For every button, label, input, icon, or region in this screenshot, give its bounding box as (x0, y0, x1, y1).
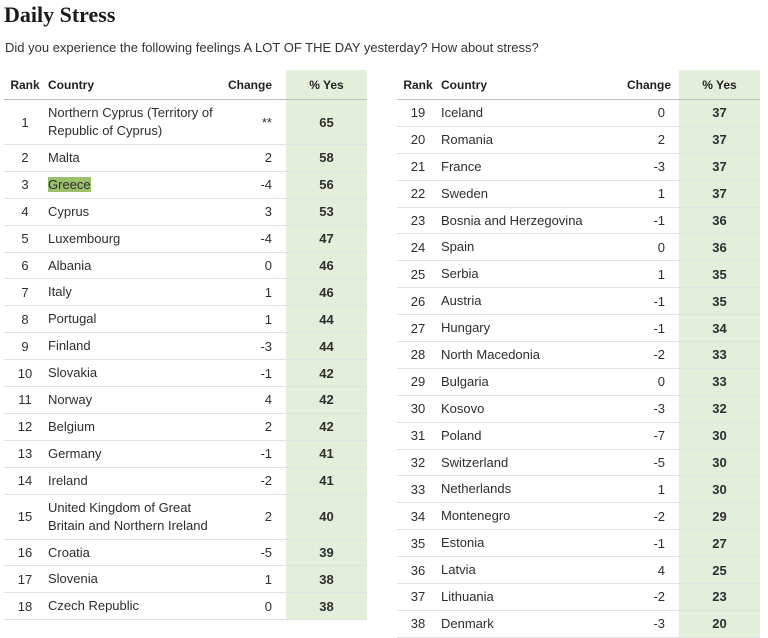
country-cell: Slovenia (46, 566, 226, 593)
country-cell: Sweden (439, 180, 627, 207)
country-cell: Poland (439, 422, 627, 449)
table-row (4, 171, 367, 198)
change-cell: 0 (627, 234, 679, 261)
percent-yes-cell: 33 (679, 342, 760, 369)
table-row (4, 145, 367, 172)
percent-yes-cell: 37 (679, 153, 760, 180)
change-cell: -5 (226, 539, 286, 566)
country-cell: Spain (439, 234, 627, 261)
table-row (4, 413, 367, 440)
rank-cell: 18 (4, 593, 46, 620)
table-row (4, 198, 367, 225)
percent-yes-cell: 27 (679, 530, 760, 557)
rank-cell: 10 (4, 360, 46, 387)
country-cell: Portugal (46, 306, 226, 333)
rank-cell: 17 (4, 566, 46, 593)
percent-yes-cell: 25 (679, 557, 760, 584)
rank-cell: 8 (4, 306, 46, 333)
change-header: Change (226, 70, 286, 100)
rank-cell: 36 (397, 557, 439, 584)
change-cell: 4 (627, 557, 679, 584)
table-row (4, 494, 367, 539)
page-subtitle: Did you experience the following feelings A LOT OF THE DAY yesterday? How about stress? (5, 40, 539, 55)
percent-yes-cell: 42 (286, 387, 367, 414)
change-cell: -2 (627, 503, 679, 530)
rank-cell: 28 (397, 342, 439, 369)
change-cell: -3 (627, 610, 679, 637)
table-row (397, 207, 760, 234)
country-header: Country (46, 70, 226, 100)
country-cell: Estonia (439, 530, 627, 557)
change-cell: 1 (627, 180, 679, 207)
country-cell: Germany (46, 440, 226, 467)
change-cell: -4 (226, 225, 286, 252)
change-cell: -1 (627, 207, 679, 234)
rank-cell: 20 (397, 126, 439, 153)
country-cell: Montenegro (439, 503, 627, 530)
change-cell: 0 (226, 593, 286, 620)
change-cell: 2 (226, 494, 286, 539)
percent-yes-cell: 37 (679, 126, 760, 153)
country-cell: Austria (439, 288, 627, 315)
change-cell: 1 (627, 476, 679, 503)
rank-cell: 29 (397, 368, 439, 395)
table-row (4, 279, 367, 306)
table-header-row (4, 70, 367, 100)
table-row (397, 261, 760, 288)
country-cell: Switzerland (439, 449, 627, 476)
country-cell: Northern Cyprus (Territory of Republic of Cyprus) (46, 100, 226, 145)
table-row (397, 395, 760, 422)
change-cell: 2 (226, 145, 286, 172)
table-row (397, 557, 760, 584)
change-cell: -2 (627, 342, 679, 369)
rank-cell: 37 (397, 584, 439, 611)
percent-yes-cell: 41 (286, 467, 367, 494)
change-cell: -5 (627, 449, 679, 476)
highlighted-country-text: Greece (48, 176, 91, 192)
country-cell: Italy (46, 279, 226, 306)
table-row (397, 126, 760, 153)
rank-cell: 25 (397, 261, 439, 288)
rank-cell: 12 (4, 413, 46, 440)
table-row (397, 503, 760, 530)
table-row (4, 225, 367, 252)
rank-cell: 38 (397, 610, 439, 637)
percent-yes-cell: 65 (286, 100, 367, 145)
percent-yes-cell: 35 (679, 261, 760, 288)
yes-header: % Yes (286, 70, 367, 100)
percent-yes-cell: 20 (679, 610, 760, 637)
table-row (4, 593, 367, 620)
change-cell: 3 (226, 198, 286, 225)
rank-cell: 23 (397, 207, 439, 234)
percent-yes-cell: 36 (679, 207, 760, 234)
change-cell: 1 (226, 566, 286, 593)
percent-yes-cell: 47 (286, 225, 367, 252)
country-header: Country (439, 70, 627, 100)
country-cell: Norway (46, 387, 226, 414)
country-cell: Romania (439, 126, 627, 153)
country-cell: France (439, 153, 627, 180)
rank-cell: 15 (4, 494, 46, 539)
change-cell: 0 (627, 100, 679, 127)
yes-header: % Yes (679, 70, 760, 100)
change-cell: -1 (627, 315, 679, 342)
country-cell: Belgium (46, 413, 226, 440)
table-row (397, 449, 760, 476)
table-row (397, 476, 760, 503)
change-cell: -7 (627, 422, 679, 449)
table-row (4, 360, 367, 387)
percent-yes-cell: 30 (679, 422, 760, 449)
percent-yes-cell: 46 (286, 252, 367, 279)
change-cell: -1 (226, 360, 286, 387)
rank-cell: 32 (397, 449, 439, 476)
percent-yes-cell: 44 (286, 333, 367, 360)
table-row (397, 153, 760, 180)
country-cell: Czech Republic (46, 593, 226, 620)
rank-cell: 11 (4, 387, 46, 414)
change-cell: -3 (627, 395, 679, 422)
country-cell: Ireland (46, 467, 226, 494)
rank-cell: 24 (397, 234, 439, 261)
table-row (397, 368, 760, 395)
rank-cell: 1 (4, 100, 46, 145)
change-cell: -4 (226, 171, 286, 198)
rank-cell: 19 (397, 100, 439, 127)
percent-yes-cell: 41 (286, 440, 367, 467)
country-cell: Kosovo (439, 395, 627, 422)
rank-cell: 14 (4, 467, 46, 494)
table-row (4, 467, 367, 494)
country-cell: Netherlands (439, 476, 627, 503)
country-cell: Denmark (439, 610, 627, 637)
percent-yes-cell: 44 (286, 306, 367, 333)
percent-yes-cell: 32 (679, 395, 760, 422)
percent-yes-cell: 37 (679, 100, 760, 127)
rank-cell: 22 (397, 180, 439, 207)
table-row (4, 440, 367, 467)
percent-yes-cell: 29 (679, 503, 760, 530)
rank-cell: 3 (4, 171, 46, 198)
country-cell: United Kingdom of Great Britain and Northern Ireland (46, 494, 226, 539)
country-cell: Slovakia (46, 360, 226, 387)
country-cell: Bulgaria (439, 368, 627, 395)
rank-cell: 13 (4, 440, 46, 467)
rank-cell: 26 (397, 288, 439, 315)
percent-yes-cell: 38 (286, 593, 367, 620)
country-cell: Hungary (439, 315, 627, 342)
change-cell: 1 (627, 261, 679, 288)
percent-yes-cell: 38 (286, 566, 367, 593)
rank-cell: 2 (4, 145, 46, 172)
table-row (397, 584, 760, 611)
table-row (4, 539, 367, 566)
table-row (397, 610, 760, 637)
percent-yes-cell: 23 (679, 584, 760, 611)
page-title: Daily Stress (4, 2, 116, 27)
rank-cell: 7 (4, 279, 46, 306)
rank-header: Rank (4, 70, 46, 100)
change-cell: 0 (627, 368, 679, 395)
rank-cell: 27 (397, 315, 439, 342)
percent-yes-cell: 40 (286, 494, 367, 539)
country-cell: Latvia (439, 557, 627, 584)
percent-yes-cell: 30 (679, 476, 760, 503)
percent-yes-cell: 46 (286, 279, 367, 306)
percent-yes-cell: 42 (286, 360, 367, 387)
country-cell: Lithuania (439, 584, 627, 611)
rank-cell: 31 (397, 422, 439, 449)
change-cell: -1 (627, 288, 679, 315)
table-header-row (397, 70, 760, 100)
country-cell: Croatia (46, 539, 226, 566)
table-row (397, 530, 760, 557)
table-row (4, 333, 367, 360)
rank-cell: 5 (4, 225, 46, 252)
table-row (4, 306, 367, 333)
change-cell: -2 (627, 584, 679, 611)
percent-yes-cell: 33 (679, 368, 760, 395)
change-cell: -1 (226, 440, 286, 467)
table-row (4, 566, 367, 593)
table-row (397, 234, 760, 261)
percent-yes-cell: 35 (679, 288, 760, 315)
ranking-table-left (4, 70, 367, 620)
change-cell: -2 (226, 467, 286, 494)
country-cell: Malta (46, 145, 226, 172)
percent-yes-cell: 58 (286, 145, 367, 172)
change-cell: -3 (226, 333, 286, 360)
change-cell: 2 (627, 126, 679, 153)
country-cell: Serbia (439, 261, 627, 288)
change-header: Change (627, 70, 679, 100)
change-cell: 1 (226, 279, 286, 306)
country-cell: Luxembourg (46, 225, 226, 252)
country-cell: Cyprus (46, 198, 226, 225)
rank-cell: 33 (397, 476, 439, 503)
rank-cell: 35 (397, 530, 439, 557)
rank-cell: 34 (397, 503, 439, 530)
country-cell (46, 171, 226, 198)
rank-cell: 16 (4, 539, 46, 566)
percent-yes-cell: 37 (679, 180, 760, 207)
change-cell: 2 (226, 413, 286, 440)
rank-header: Rank (397, 70, 439, 100)
change-cell: -3 (627, 153, 679, 180)
table-row (4, 387, 367, 414)
rank-cell: 9 (4, 333, 46, 360)
percent-yes-cell: 36 (679, 234, 760, 261)
table-row (397, 288, 760, 315)
country-cell: Bosnia and Herzegovina (439, 207, 627, 234)
table-row (4, 252, 367, 279)
rank-cell: 4 (4, 198, 46, 225)
change-cell: 0 (226, 252, 286, 279)
percent-yes-cell: 56 (286, 171, 367, 198)
table-row (4, 100, 367, 145)
rank-cell: 6 (4, 252, 46, 279)
percent-yes-cell: 39 (286, 539, 367, 566)
change-cell: 1 (226, 306, 286, 333)
table-row (397, 315, 760, 342)
percent-yes-cell: 42 (286, 413, 367, 440)
country-cell: Iceland (439, 100, 627, 127)
change-cell: 4 (226, 387, 286, 414)
rank-cell: 30 (397, 395, 439, 422)
change-cell: ** (226, 100, 286, 145)
change-cell: -1 (627, 530, 679, 557)
country-cell: North Macedonia (439, 342, 627, 369)
country-cell: Albania (46, 252, 226, 279)
percent-yes-cell: 34 (679, 315, 760, 342)
ranking-table-right (397, 70, 760, 638)
percent-yes-cell: 53 (286, 198, 367, 225)
percent-yes-cell: 30 (679, 449, 760, 476)
table-row (397, 100, 760, 127)
rank-cell: 21 (397, 153, 439, 180)
country-cell: Finland (46, 333, 226, 360)
table-row (397, 180, 760, 207)
table-row (397, 422, 760, 449)
table-row (397, 342, 760, 369)
